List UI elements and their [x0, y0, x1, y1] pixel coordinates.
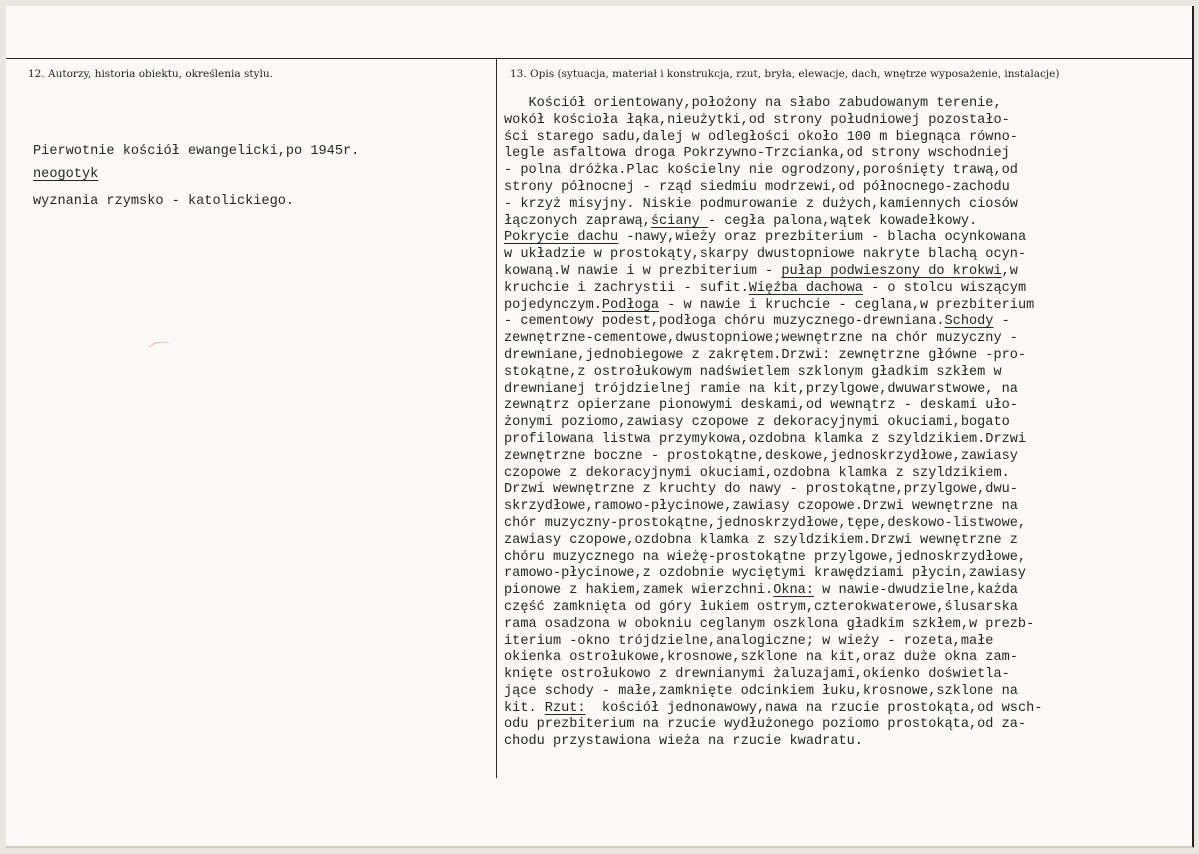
line-segment: czopowe z dekoracyjnymi okuciami,ozdobna klamka z szyldzikiem. — [504, 465, 1010, 481]
line-segment: Drzwi wewnętrzne z kruchty do nawy - prostokątne,przylgowe,dwu- — [504, 482, 1018, 498]
line-segment: pojedynczym. — [504, 297, 602, 313]
description-line — [504, 499, 1042, 516]
line-segment: część zamknięta od góry łukiem ostrym,czterokwaterowe,ślusarska — [504, 599, 1018, 615]
line-segment: - krzyż misyjny. Niskie podmurowanie z dużych,kamiennych ciosów — [504, 196, 1018, 212]
section-13-label: 13. Opis (sytuacja, materiał i konstrukcja, rzut, bryła, elewacje, dach, wnętrze wyposażenie, instalacje) — [510, 68, 1060, 80]
line-segment: kruchcie i zachrystii - sufit. — [504, 280, 749, 296]
line-segment: strony północnej - rząd siedmiu modrzewi,od północnego-zachodu — [504, 179, 1010, 195]
description-line — [504, 466, 1042, 483]
description-line — [504, 566, 1042, 583]
line-segment: kit. — [504, 700, 545, 716]
description-line — [504, 516, 1042, 533]
description-text — [504, 96, 1042, 751]
line-segment: chóru muzycznego na wieżę-prostokątne przylgowe,jednoskrzydłowe, — [504, 549, 1027, 565]
description-line — [504, 634, 1042, 651]
description-line — [504, 650, 1042, 667]
description-line — [504, 281, 1042, 298]
description-line — [504, 533, 1042, 550]
description-line — [504, 214, 1042, 231]
underlined-heading: Więźba dachowa — [748, 280, 863, 296]
line-segment: - cegła palona,wątek kowadełkowy. — [707, 213, 978, 229]
line-segment: -nawy,wieży oraz prezbiterium - blacha ocynkowana — [618, 230, 1027, 246]
line-segment: odu prezbiterium na rzucie wydłużonego poziomo prostokąta,od za- — [504, 717, 1027, 733]
line-segment: - w nawie i kruchcie - ceglana,w prezbiterium — [659, 297, 1035, 313]
line-segment: jące schody - małe,zamknięte odcinkiem łuku,krosnowe,szklone na — [504, 683, 1018, 699]
description-line — [504, 197, 1042, 214]
description-line — [504, 684, 1042, 701]
description-line — [504, 146, 1042, 163]
line-segment: ,w — [1001, 263, 1018, 279]
line-segment: chodu przystawiona wieża na rzucie kwadratu. — [504, 734, 863, 750]
line-segment: iterium -okno trójdzielne,analogiczne; w wieży - rozeta,małe — [504, 633, 994, 649]
description-line — [504, 348, 1042, 365]
line-segment: zewnątrz opierzane pionowymi deskami,od wewnątrz - deskami uło- — [504, 398, 1018, 414]
line-segment: rama osadzona w obokniu ceglanym oszklona gładkim szkłem,w prezb- — [504, 616, 1035, 632]
line-segment: łączonych zaprawą, — [504, 213, 651, 229]
line-segment: profilowana listwa przymykowa,ozdobna klamka z szyldzikiem.Drzwi — [504, 431, 1027, 447]
inventory-card — [6, 6, 1194, 848]
pencil-mark — [147, 340, 171, 355]
description-line — [504, 734, 1042, 751]
line-segment: w nawie-dwudzielne,każda — [814, 583, 1018, 599]
description-line — [504, 96, 1042, 113]
line-segment: skrzydłowe,ramowo-płycinowe,zawiasy czopowe.Drzwi wewnętrzne na — [504, 499, 1018, 515]
section-12 — [6, 6, 496, 846]
line-segment: zewnętrzne boczne - prostokątne,deskowe,jednoskrzydłowe,zawiasy — [504, 448, 1018, 464]
description-line — [504, 600, 1042, 617]
line-segment: zawiasy czopowe,ozdobna klamka z szyldzikiem.Drzwi wewnętrzne z — [504, 532, 1018, 548]
line-segment: - o stolcu wiszącym — [862, 280, 1027, 296]
line-segment: żonymi poziomo,zawiasy czopowe z dekoracyjnymi okuciami,bogato — [504, 415, 1010, 431]
line-segment: w układzie w prostokąty,skarpy dwustopniowe nakryte blachą ocyn- — [504, 247, 1027, 263]
description-line — [504, 583, 1042, 600]
description-line — [504, 550, 1042, 567]
history-line: Pierwotnie kościół ewangelicki,po 1945r. — [33, 143, 360, 159]
description-line — [504, 398, 1042, 415]
line-segment: - cementowy podest,podłoga chóru muzycznego-drewniana. — [504, 314, 945, 330]
underlined-heading: Podłoga — [601, 297, 660, 313]
description-line — [504, 180, 1042, 197]
underlined-heading: Okna: — [773, 583, 814, 599]
line-segment: knięte ostrołukowo z drewnianymi żaluzajami,okienko doświetla- — [504, 667, 1010, 683]
line-segment: zewnętrzne-cementowe,dwustopniowe;wewnętrzne na chór muzyczny - — [504, 331, 1018, 347]
description-line — [504, 113, 1042, 130]
description-line — [504, 365, 1042, 382]
line-segment: stokątne,z ostrołukowym nadświetlem szklonym gładkim szkłem w — [504, 364, 1002, 380]
line-segment: Kościół orientowany,położony na słabo zabudowanym terenie, — [504, 96, 1002, 111]
line-segment: drewnianej trójdzielnej ramie na kit,przylgowe,dwuwarstwowe, na — [504, 381, 1018, 397]
line-segment: wokół kościoła łąka,nieużytki,od strony południowej pozostało- — [504, 112, 1010, 128]
line-segment: drewniane,jednobiegowe z zakrętem.Drzwi: zewnętrzne główne -pro- — [504, 347, 1027, 363]
description-line — [504, 717, 1042, 734]
underlined-heading: Schody — [944, 314, 994, 330]
history-line: wyznania rzymsko - katolickiego. — [33, 193, 295, 209]
description-line — [504, 130, 1042, 147]
line-segment: chór muzyczny-prostokątne,jednoskrzydłowe,tępe,deskowo-listwowe, — [504, 515, 1027, 531]
description-line — [504, 432, 1042, 449]
line-segment: ści starego sadu,dalej w odległości około 100 m biegnąca równo- — [504, 129, 1018, 145]
description-line — [504, 617, 1042, 634]
line-segment: kościół jednonawowy,nawa na rzucie prostokąta,od wsch- — [585, 700, 1043, 716]
section-12-label: 12. Autorzy, historia obiektu, określenia stylu. — [28, 68, 273, 80]
style-designation: neogotyk — [33, 167, 99, 182]
line-segment: okienka ostrołukowe,krosnowe,szklone na kit,oraz duże okna zam- — [504, 650, 1018, 666]
underlined-heading: pułap podwieszony do krokwi — [781, 263, 1002, 279]
line-segment: legle asfaltowa droga Pokrzywno-Trzcianka,od strony wschodniej — [504, 146, 1010, 162]
line-segment: - polna dróżka.Plac kościelny nie ogrodzony,porośnięty trawą,od — [504, 163, 1018, 179]
line-segment: pionowe z hakiem,zamek wierzchni. — [504, 583, 774, 599]
description-line — [504, 382, 1042, 399]
line-segment: kowaną.W nawie i w prezbiterium - — [504, 263, 782, 279]
description-line — [504, 701, 1042, 718]
underlined-heading: ściany — [650, 213, 708, 229]
description-line — [504, 667, 1042, 684]
description-line — [504, 230, 1042, 247]
description-line — [504, 264, 1042, 281]
line-segment: - — [993, 314, 1010, 330]
underlined-heading: Pokrycie dachu — [504, 230, 619, 246]
description-line — [504, 482, 1042, 499]
section-13 — [496, 6, 1194, 846]
description-line — [504, 449, 1042, 466]
description-line — [504, 331, 1042, 348]
description-line — [504, 163, 1042, 180]
description-line — [504, 298, 1042, 315]
underlined-heading: Rzut: — [544, 700, 586, 716]
description-line — [504, 247, 1042, 264]
description-line — [504, 314, 1042, 331]
description-line — [504, 415, 1042, 432]
line-segment: ramowo-płycinowe,z ozdobnie wyciętymi krawędziami płycin,zawiasy — [504, 566, 1027, 582]
